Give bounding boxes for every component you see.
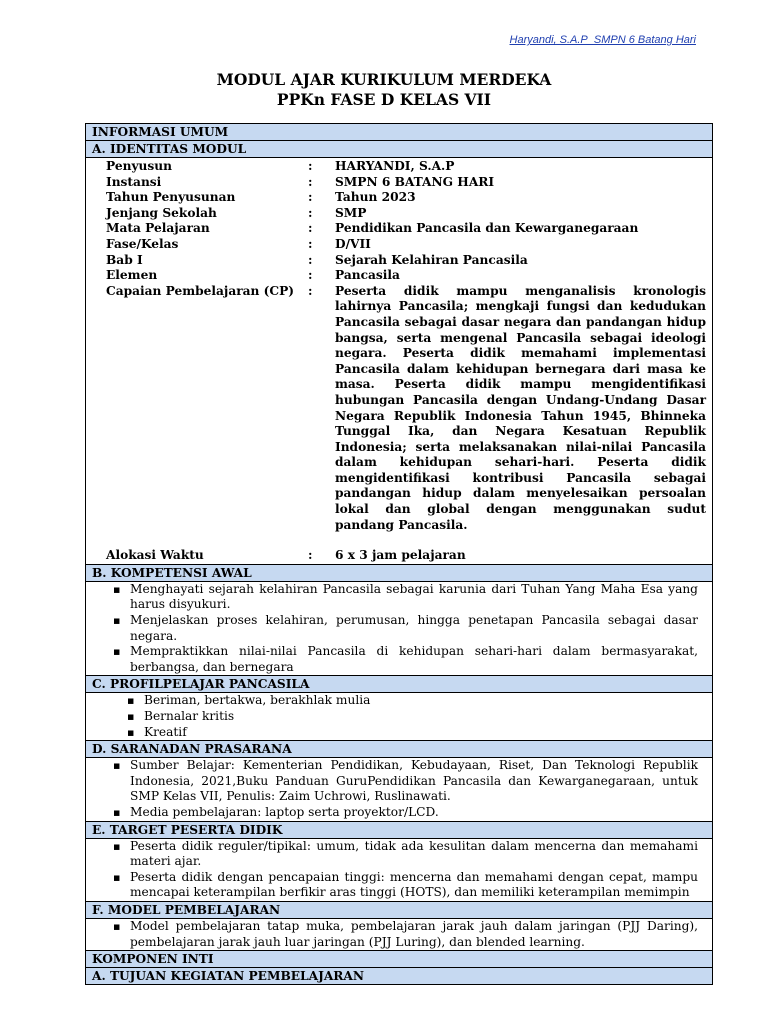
identity-value: Tahun 2023 [335, 190, 416, 205]
identity-value: Pendidikan Pancasila dan Kewarganegaraan [335, 221, 639, 236]
module-table [85, 123, 713, 985]
identity-colon: : [308, 268, 313, 283]
identity-label: Fase/Kelas [106, 236, 179, 251]
header-author-note: Haryandi, S.A.P_SMPN 6 Batang Hari [509, 34, 696, 46]
identity-label: Alokasi Waktu [106, 548, 204, 563]
section-header-komponen-inti: KOMPONEN INTI [86, 951, 712, 968]
list-item: ▪ Mempraktikkan nilai-nilai Pancasila di kehidupan sehari-hari dalam bermasyarakat, berbangsa, dan bernegara [130, 644, 698, 675]
identity-label: Elemen [106, 268, 158, 283]
profil-list [86, 693, 712, 741]
list-item: ▪ Menjelaskan proses kelahiran, perumusan, hingga penetapan Pancasila sebagai dasar negara. [130, 613, 698, 644]
identity-colon: : [308, 221, 313, 236]
list-item: ▪ Model pembelajaran tatap muka, pembelajaran jarak jauh dalam jaringan (PJJ Daring), pembelajaran jarak jauh luar jaringan (PJJ Luring), dan blended learning. [130, 919, 698, 950]
identity-value: SMP [335, 205, 367, 220]
section-header-informasi-umum: INFORMASI UMUM [86, 124, 712, 141]
list-item: ▪ Menghayati sejarah kelahiran Pancasila sebagai karunia dari Tuhan Yang Maha Esa yang harus disyukuri. [130, 582, 698, 613]
identity-colon: : [308, 548, 313, 563]
target-list [86, 839, 712, 902]
identity-label: Instansi [106, 174, 162, 189]
section-header-profil: C. PROFILPELAJAR PANCASILA [86, 676, 712, 693]
identity-label: Penyusun [106, 159, 172, 173]
identity-value: HARYANDI, S.A.P [335, 159, 455, 173]
identity-row-cp [106, 284, 706, 534]
identity-row-alokasi [106, 548, 706, 564]
identity-value: Sejarah Kelahiran Pancasila [335, 252, 528, 267]
capaian-pembelajaran-text: Peserta didik mampu menganalisis kronologis lahirnya Pancasila; mengkaji fungsi dan kedudukan Pancasila sebagai dasar negara dan pandangan hidup bangsa, serta mengenal Pancasila sebagai ideologi negara. Peserta didik memahami implementasi Pancasila dalam kehidupan bernegara dari masa ke masa. Peserta didik mampu mengidentifikasi hubungan Pancasila dengan Undang-Undang Dasar Negara Republik Indonesia Tahun 1945, Bhinneka Tunggal Ika, dan Negara Kesatuan Republik Indonesia; serta melaksanakan nilai-nilai Pancasila dalam kehidupan sehari-hari. Peserta didik mengidentifikasi kontribusi Pancasila sebagai pandangan hidup dalam menyelesaikan persoalan lokal dan global dengan menggunakan sudut pandang Pancasila. [335, 283, 706, 532]
identity-value: D/VII [335, 236, 371, 251]
list-item: ▪ Media pembelajaran: laptop serta proyektor/LCD. [130, 805, 698, 821]
title-line-2: PPKn FASE D KELAS VII [276, 90, 492, 109]
identity-row-penyusun [106, 159, 706, 175]
identity-label: Jenjang Sekolah [106, 205, 217, 220]
section-header-tujuan: A. TUJUAN KEGIATAN PEMBELAJARAN [86, 968, 712, 984]
spacer [106, 533, 706, 548]
list-item: ▪ Sumber Belajar: Kementerian Pendidikan, Kebudayaan, Riset, Dan Teknologi Republik Indonesia, 2021,Buku Panduan GuruPendidikan Pancasila dan Kewarganegaraan, untuk SMP Kelas VII, Penulis: Zaim Uchrowi, Ruslinawati. [130, 758, 698, 805]
section-header-sarana: D. SARANADAN PRASARANA [86, 741, 712, 758]
document-title [0, 70, 768, 110]
kompetensi-list [86, 582, 712, 677]
identity-label: Bab I [106, 252, 143, 267]
identity-colon: : [308, 205, 313, 220]
identity-value: Pancasila [335, 268, 400, 283]
section-header-identitas: A. IDENTITAS MODUL [86, 141, 712, 158]
identity-colon: : [308, 252, 313, 267]
sarana-list [86, 758, 712, 821]
title-line-1: MODUL AJAR KURIKULUM MERDEKA [216, 70, 552, 89]
section-header-model: F. MODEL PEMBELAJARAN [86, 902, 712, 919]
identity-label: Tahun Penyusunan [106, 190, 236, 205]
identity-row-fase [106, 237, 706, 253]
identity-row-instansi [106, 175, 706, 191]
list-item: ▪ Beriman, bertakwa, berakhlak mulia [144, 693, 698, 709]
list-item: ▪ Bernalar kritis [144, 709, 698, 725]
list-item: ▪ Peserta didik dengan pencapaian tinggi: mencerna dan memahami dengan cepat, mampu mencapai keterampilan berfikir aras tinggi (HOTS), dan memiliki keterampilan memimpin [130, 870, 698, 901]
identity-colon: : [308, 283, 313, 298]
identity-colon: : [308, 190, 313, 205]
identity-label: Mata Pelajaran [106, 221, 210, 236]
section-header-target: E. TARGET PESERTA DIDIK [86, 822, 712, 839]
identity-colon: : [308, 236, 313, 251]
identity-row-tahun [106, 190, 706, 206]
identity-value: 6 x 3 jam pelajaran [335, 548, 466, 563]
identity-colon: : [308, 174, 313, 189]
list-item: ▪ Peserta didik reguler/tipikal: umum, tidak ada kesulitan dalam mencerna dan memahami materi ajar. [130, 839, 698, 870]
identity-label: Capaian Pembelajaran (CP) [106, 283, 295, 298]
identity-row-bab [106, 253, 706, 269]
identity-row-mapel [106, 221, 706, 237]
model-list [86, 919, 712, 951]
identity-row-jenjang [106, 206, 706, 222]
list-item: ▪ Kreatif [144, 725, 698, 741]
identity-colon: : [308, 159, 313, 173]
section-header-kompetensi: B. KOMPETENSI AWAL [86, 565, 712, 582]
identity-block [86, 158, 712, 565]
identity-value: SMPN 6 BATANG HARI [335, 174, 495, 189]
identity-row-elemen [106, 268, 706, 284]
